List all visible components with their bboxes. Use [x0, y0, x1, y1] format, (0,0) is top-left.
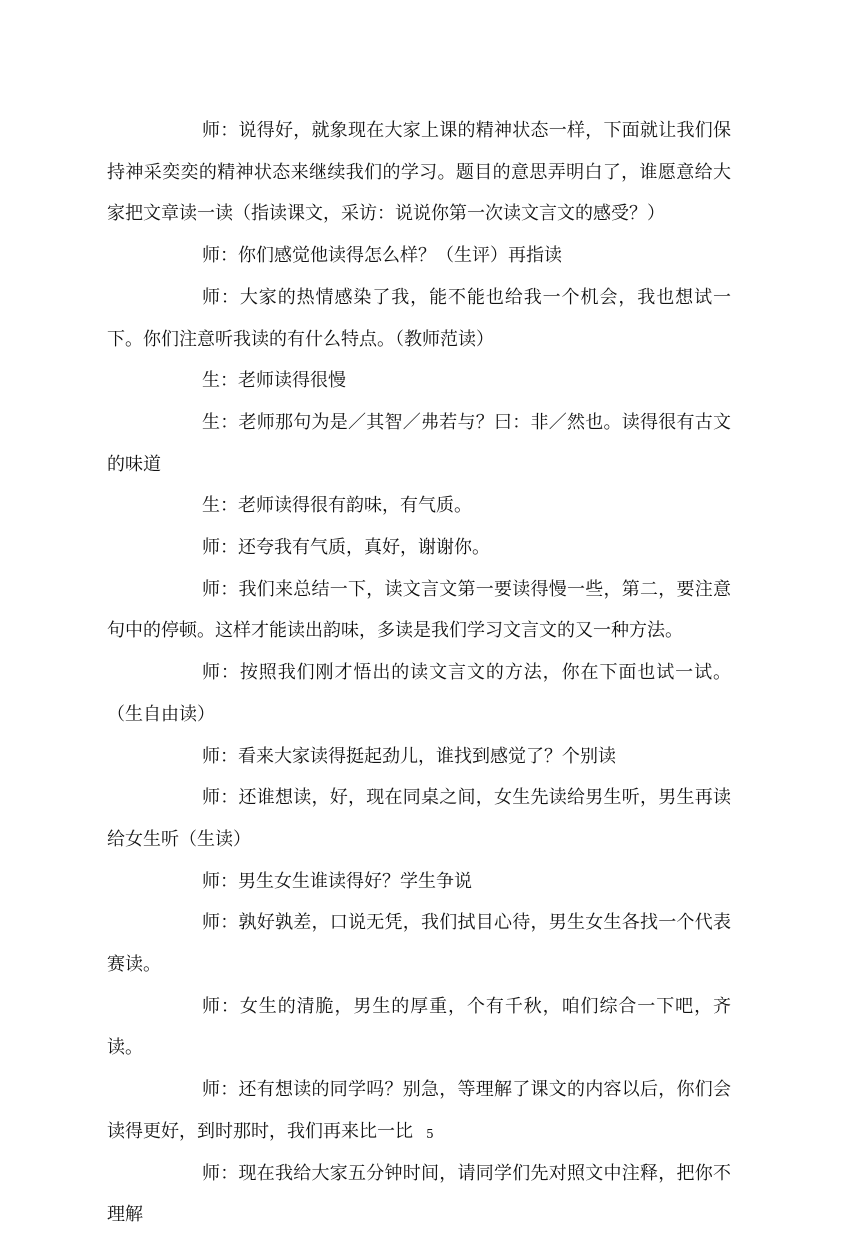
- paragraph: 师：你们感觉他读得怎么样？（生评）再指读: [202, 245, 562, 267]
- paragraph: 师：看来大家读得挺起劲儿，谁找到感觉了？个别读: [202, 745, 616, 767]
- paragraph: 师：男生女生谁读得好？学生争说: [202, 870, 472, 892]
- paragraph: 师：孰好孰差，口说无凭，我们拭目心待，男生女生各找一个代表赛读。: [107, 912, 731, 976]
- paragraph: 师：大家的热情感染了我，能不能也给我一个机会，我也想试一下。你们注意听我读的有什么特点。（教师范读）: [107, 286, 731, 350]
- paragraph: 生：老师那句为是／其智／弗若与？曰：非／然也。读得很有古文的味道: [107, 411, 731, 475]
- document-body: [107, 110, 731, 1236]
- paragraph: 师：还夸我有气质，真好，谢谢你。: [202, 537, 490, 559]
- paragraph: 师：现在我给大家五分钟时间，请同学们先对照文中注释，把你不理解: [107, 1162, 731, 1226]
- paragraph: 生：老师读得很有韵味，有气质。: [202, 495, 472, 517]
- paragraph: 师：还有想读的同学吗？别急，等理解了课文的内容以后，你们会读得更好，到时那时，我们再来比一比: [107, 1079, 731, 1142]
- paragraph: 师：我们来总结一下，读文言文第一要读得慢一些，第二，要注意句中的停顿。这样才能读出韵味，多读是我们学习文言文的又一种方法。: [107, 578, 731, 642]
- paragraph: 师：按照我们刚才悟出的读文言文的方法，你在下面也试一试。（生自由读）: [107, 662, 731, 725]
- paragraph: 师：还谁想读，好，现在同桌之间，女生先读给男生听，男生再读给女生听（生读）: [107, 787, 731, 850]
- page-number: 5: [426, 1127, 434, 1141]
- paragraph: 生：老师读得很慢: [202, 370, 346, 392]
- paragraph: 师：女生的清脆，男生的厚重，个有千秋，咱们综合一下吧，齐读。: [107, 995, 731, 1059]
- paragraph: 师：说得好，就象现在大家上课的精神状态一样，下面就让我们保持神采奕奕的精神状态来继续我们的学习。题目的意思弄明白了，谁愿意给大家把文章读一读（指读课文，采访：说说你第一次读文言文的感受？）: [107, 120, 731, 225]
